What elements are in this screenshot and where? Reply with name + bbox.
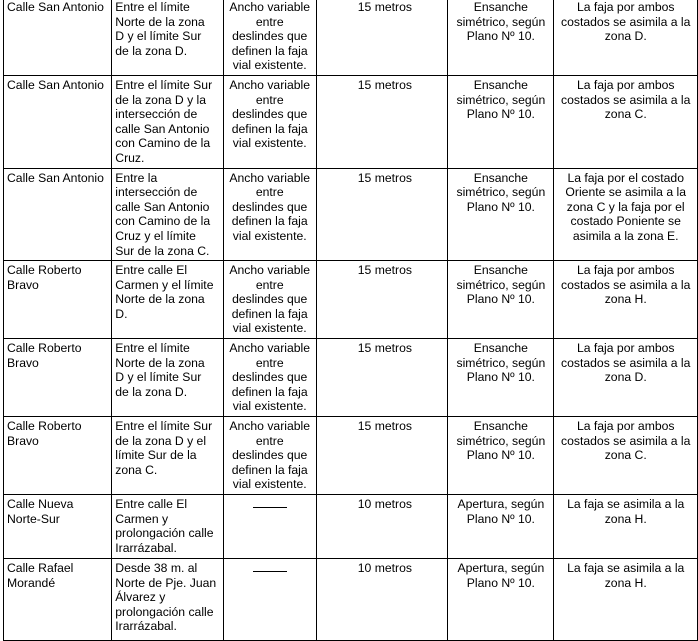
street-name: Calle San Antonio (7, 77, 104, 92)
zone-note-cell (554, 168, 698, 261)
section-cell (112, 261, 223, 339)
condition-cell (448, 339, 554, 417)
table-row (4, 339, 698, 417)
zone-note-cell (554, 495, 698, 559)
widening-condition: Apertura, según Plano Nº 10. (457, 561, 545, 590)
condition-cell (448, 417, 554, 495)
section-description: Entre el límite Sur de la zona D y el límite Sur de la zona C. (115, 419, 213, 477)
street-name-cell (4, 559, 112, 641)
street-widening-table (3, 0, 698, 641)
projected-width-cell (316, 559, 447, 641)
widening-condition: Apertura, según Plano Nº 10. (457, 497, 545, 526)
existing-width: Ancho variable entre deslindes que definen la faja vial existente. (229, 341, 311, 414)
section-description: Entre calle El Carmen y el límite Norte de la zona D. (115, 263, 214, 321)
section-description: Entre la intersección de calle San Antonio con Camino de la Cruz y el límite Sur de la zona C. (115, 170, 211, 258)
street-name: Calle San Antonio (7, 0, 104, 14)
street-name: Calle Roberto Bravo (7, 341, 82, 370)
street-name-cell (4, 0, 112, 75)
blank-dash-line (253, 498, 287, 508)
projected-width: 15 metros (357, 170, 412, 185)
zone-assimilation-note: La faja se asimila a la zona H. (567, 497, 685, 526)
zone-note-cell (554, 339, 698, 417)
zone-assimilation-note: La faja por el costado Oriente se asimila a la zona C y la faja por el costado Poniente se asimila a la zona E. (565, 170, 686, 243)
widening-condition: Ensanche simétrico, según Plano Nº 10. (456, 419, 546, 463)
existing-width-cell (223, 495, 316, 559)
section-description: Entre el límite Norte de la zona D y el límite Sur de la zona D. (115, 0, 205, 58)
table-row (4, 261, 698, 339)
existing-width-cell (223, 417, 316, 495)
existing-width: Ancho variable entre deslindes que definen la faja vial existente. (229, 0, 311, 73)
zone-note-cell (554, 261, 698, 339)
section-cell (112, 75, 223, 168)
table-row (4, 0, 698, 75)
zone-assimilation-note: La faja por ambos costados se asimila a la zona C. (561, 77, 691, 122)
projected-width: 15 metros (357, 263, 412, 278)
condition-cell (448, 168, 554, 261)
street-name: Calle Rafael Morandé (7, 561, 74, 590)
projected-width-cell (316, 495, 447, 559)
section-cell (112, 339, 223, 417)
widening-condition: Ensanche simétrico, según Plano Nº 10. (456, 341, 546, 385)
section-cell (112, 168, 223, 261)
section-cell (112, 495, 223, 559)
street-name: Calle Nueva Norte-Sur (7, 497, 74, 526)
table-row (4, 168, 698, 261)
street-name-cell (4, 261, 112, 339)
section-cell (112, 0, 223, 75)
projected-width-cell (316, 261, 447, 339)
zone-assimilation-note: La faja por ambos costados se asimila a la zona C. (561, 419, 691, 463)
projected-width-cell (316, 75, 447, 168)
section-cell (112, 417, 223, 495)
projected-width: 15 metros (357, 0, 412, 14)
zone-note-cell (554, 0, 698, 75)
existing-width-cell (223, 339, 316, 417)
zone-note-cell (554, 559, 698, 641)
widening-condition: Ensanche simétrico, según Plano Nº 10. (456, 0, 546, 44)
widening-condition: Ensanche simétrico, según Plano Nº 10. (456, 77, 546, 122)
condition-cell (448, 495, 554, 559)
street-name-cell (4, 495, 112, 559)
zone-note-cell (554, 75, 698, 168)
street-name-cell (4, 75, 112, 168)
street-name-cell (4, 417, 112, 495)
street-name-cell (4, 339, 112, 417)
projected-width: 10 metros (357, 497, 412, 511)
section-description: Entre calle El Carmen y prolongación calle Irarrázabal. (115, 497, 214, 555)
projected-width-cell (316, 0, 447, 75)
widening-condition: Ensanche simétrico, según Plano Nº 10. (456, 263, 546, 307)
projected-width-cell (316, 417, 447, 495)
existing-width: Ancho variable entre deslindes que definen la faja vial existente. (229, 170, 311, 243)
street-name: Calle Roberto Bravo (7, 263, 82, 292)
existing-width-cell (223, 0, 316, 75)
projected-width: 15 metros (357, 419, 412, 434)
existing-width-cell (223, 168, 316, 261)
projected-width: 10 metros (357, 561, 412, 575)
section-description: Entre el límite Sur de la zona D y la intersección de calle San Antonio con Camino de la Cruz. (115, 77, 213, 165)
zone-note-cell (554, 417, 698, 495)
projected-width-cell (316, 168, 447, 261)
zone-assimilation-note: La faja por ambos costados se asimila a la zona H. (561, 263, 691, 307)
street-name: Calle Roberto Bravo (7, 419, 82, 448)
existing-width: Ancho variable entre deslindes que definen la faja vial existente. (229, 77, 311, 151)
street-name: Calle San Antonio (7, 170, 104, 185)
table-row (4, 417, 698, 495)
projected-width: 15 metros (357, 341, 412, 356)
existing-width: Ancho variable entre deslindes que definen la faja vial existente. (229, 419, 311, 492)
existing-width: Ancho variable entre deslindes que definen la faja vial existente. (229, 263, 311, 336)
condition-cell (448, 261, 554, 339)
zone-assimilation-note: La faja por ambos costados se asimila a la zona D. (561, 0, 691, 44)
existing-width-cell (223, 75, 316, 168)
section-cell (112, 559, 223, 641)
widening-condition: Ensanche simétrico, según Plano Nº 10. (456, 170, 546, 214)
table-row (4, 495, 698, 559)
section-description: Entre el límite Norte de la zona D y el límite Sur de la zona D. (115, 341, 205, 399)
projected-width-cell (316, 339, 447, 417)
existing-width-cell (223, 261, 316, 339)
condition-cell (448, 75, 554, 168)
projected-width: 15 metros (357, 77, 412, 92)
section-description: Desde 38 m. al Norte de Pje. Juan Álvarez y prolongación calle Irarrázabal. (115, 561, 217, 634)
table-row (4, 559, 698, 641)
condition-cell (448, 559, 554, 641)
zone-assimilation-note: La faja por ambos costados se asimila a la zona D. (561, 341, 691, 385)
table-body (4, 0, 698, 641)
blank-dash-line (253, 562, 287, 572)
table-row (4, 75, 698, 168)
condition-cell (448, 0, 554, 75)
zone-assimilation-note: La faja se asimila a la zona H. (567, 561, 685, 590)
existing-width-cell (223, 559, 316, 641)
street-name-cell (4, 168, 112, 261)
